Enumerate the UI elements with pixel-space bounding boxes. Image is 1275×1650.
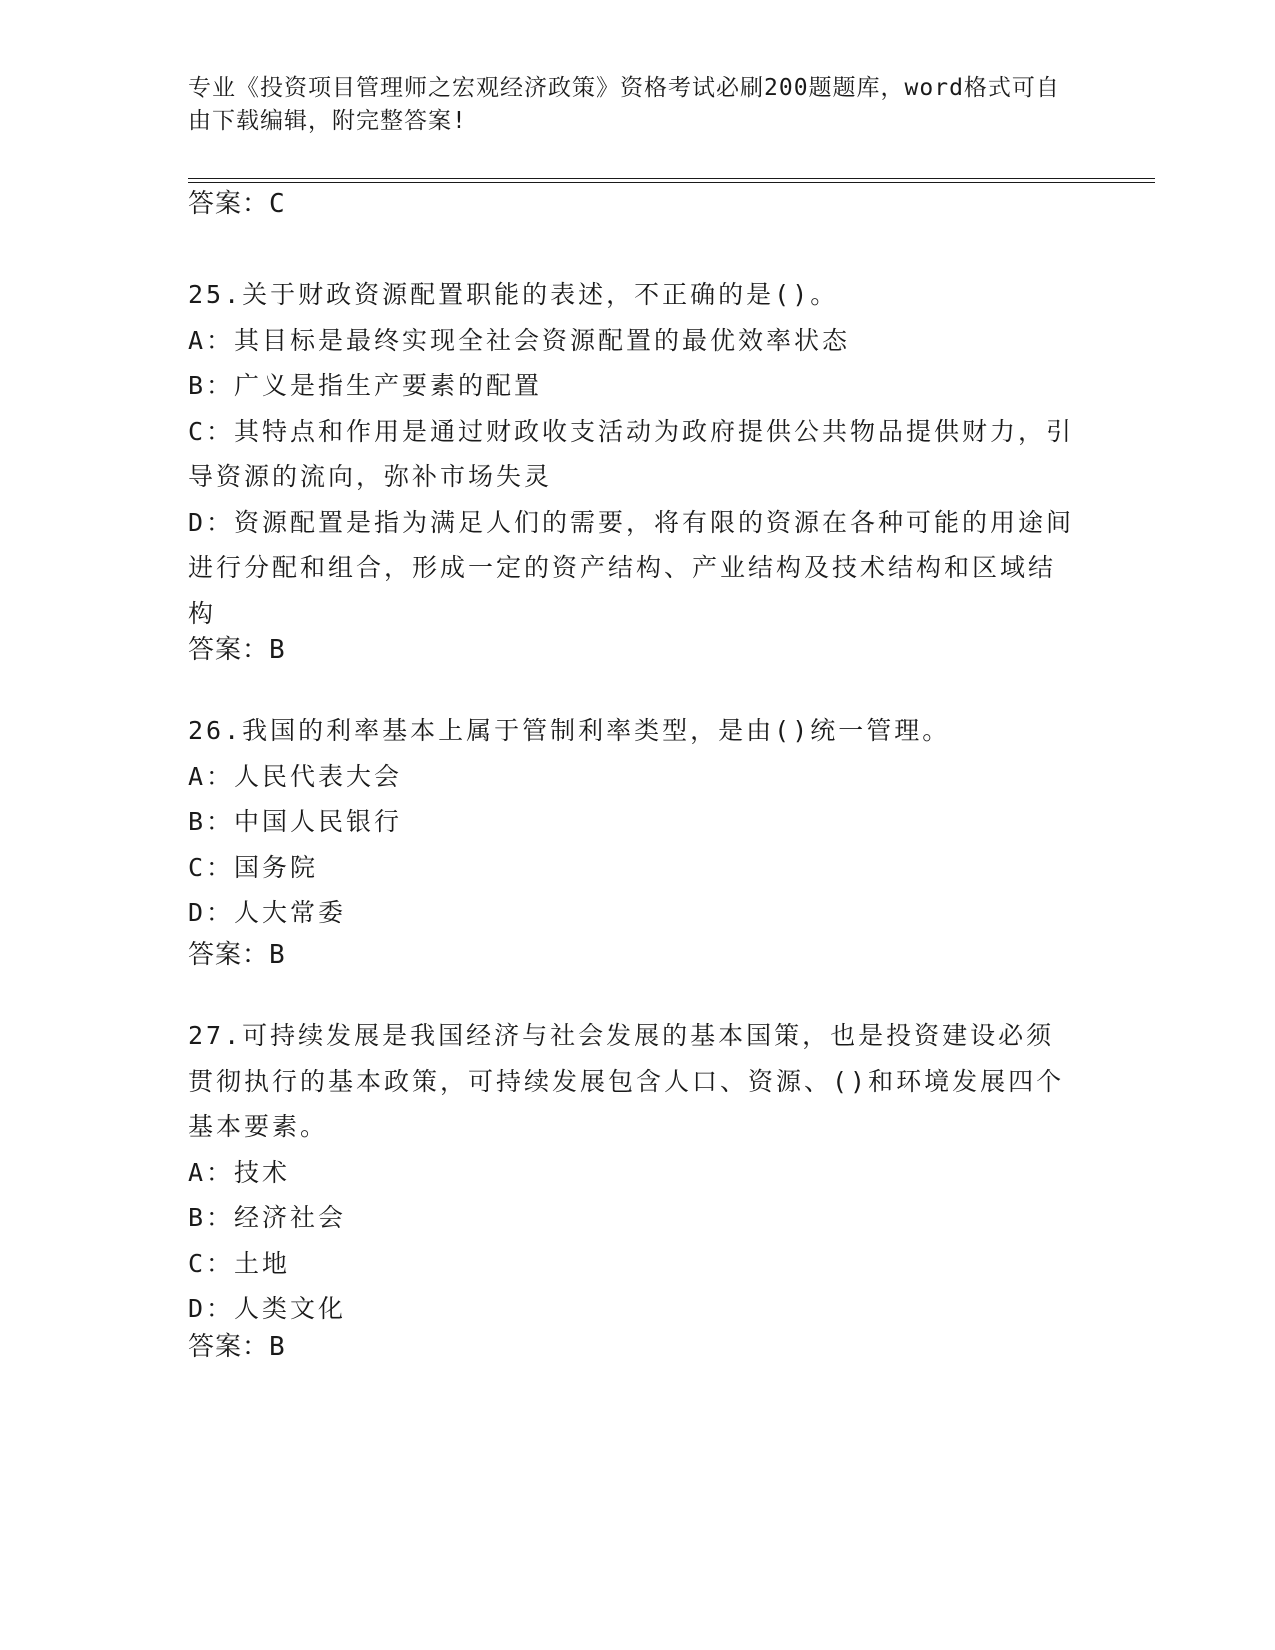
- question-27: [188, 1013, 1078, 1332]
- answer-27: [188, 1329, 286, 1365]
- answer-label: 答案：: [188, 940, 270, 970]
- document-header: 专业《投资项目管理师之宏观经济政策》资格考试必刷200题题库，word格式可自由下载编辑，附完整答案!: [188, 75, 1060, 134]
- option-a: A：其目标是最终实现全社会资源配置的最优效率状态: [188, 325, 851, 355]
- option-c: C：土地: [188, 1248, 291, 1278]
- option-b: B：经济社会: [188, 1203, 347, 1232]
- header-divider: [188, 178, 1155, 183]
- answer-value: B: [269, 940, 286, 970]
- option-c: C：国务院: [188, 852, 319, 882]
- option-d: D：资源配置是指为满足人们的需要，将有限的资源在各种可能的用途间进行分配和组合，形成一定的资产结构、产业结构及技术结构和区域结构: [188, 507, 1075, 628]
- answer-26: [188, 937, 286, 973]
- option-d: D：人大常委: [188, 898, 347, 927]
- answer-label: 答案：: [188, 635, 270, 665]
- question-25: [188, 272, 1078, 636]
- option-a: A：技术: [188, 1157, 291, 1187]
- option-c: C：其特点和作用是通过财政收支活动为政府提供公共物品提供财力，引导资源的流向，弥补市场失灵: [188, 416, 1075, 491]
- question-26: [188, 708, 1078, 936]
- answer-label: 答案：: [188, 189, 270, 219]
- question-stem: 25.关于财政资源配置职能的表述，不正确的是()。: [188, 280, 839, 309]
- option-a: A：人民代表大会: [188, 761, 403, 791]
- previous-answer: [188, 186, 286, 222]
- answer-value: B: [269, 1332, 286, 1362]
- option-b: B：中国人民银行: [188, 807, 403, 836]
- question-stem: 26.我国的利率基本上属于管制利率类型，是由()统一管理。: [188, 716, 951, 745]
- option-d: D：人类文化: [188, 1294, 347, 1323]
- answer-25: [188, 632, 286, 668]
- answer-label: 答案：: [188, 1332, 270, 1362]
- answer-value: B: [269, 635, 286, 665]
- option-b: B：广义是指生产要素的配置: [188, 371, 543, 400]
- question-stem: 27.可持续发展是我国经济与社会发展的基本国策，也是投资建设必须贯彻执行的基本政策，可持续发展包含人口、资源、()和环境发展四个基本要素。: [188, 1021, 1065, 1141]
- answer-value: C: [269, 189, 286, 219]
